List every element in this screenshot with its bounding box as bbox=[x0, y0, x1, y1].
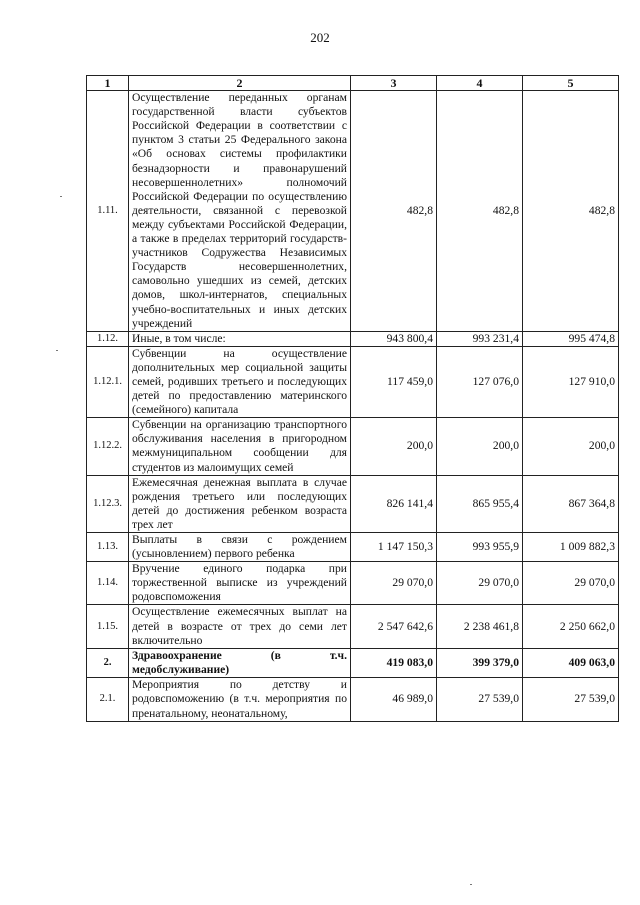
table-row bbox=[87, 562, 619, 605]
row-value-col5: 409 063,0 bbox=[523, 648, 619, 677]
row-value-col4: 2 238 461,8 bbox=[437, 605, 523, 648]
table-row bbox=[87, 91, 619, 332]
header-col-5: 5 bbox=[523, 76, 619, 91]
row-value-col5: 29 070,0 bbox=[523, 562, 619, 605]
row-value-col5: 1 009 882,3 bbox=[523, 533, 619, 562]
row-value-col5: 482,8 bbox=[523, 91, 619, 332]
row-value-col4: 200,0 bbox=[437, 418, 523, 475]
budget-table bbox=[86, 75, 619, 722]
row-description: Ежемесячная денежная выплата в случае рождения третьего или последующих детей до достижения ребенком возраста трех лет bbox=[129, 475, 351, 532]
table-row-section bbox=[87, 648, 619, 677]
header-col-4: 4 bbox=[437, 76, 523, 91]
row-value-col3: 943 800,4 bbox=[351, 331, 437, 346]
row-code: 2.1. bbox=[87, 677, 129, 721]
row-description: Осуществление переданных органам государственной власти субъектов Российской Федерации в соответствии с пунктом 3 статьи 25 Федерального закона «Об основах системы профилактики безнадзорности и правонарушений несовершеннолетних» полномочий Российской Федерации по осуществлению деятельности, связанной с перевозкой между субъектами Российской Федерации, а также в пределах территорий государств-участников Содружества Независимых Государств несовершеннолетних, самовольно ушедших из семей, детских домов, школ-интернатов, специальных учебно-воспитательных и иных детских учреждений bbox=[129, 91, 351, 332]
row-value-col4: 29 070,0 bbox=[437, 562, 523, 605]
table-row bbox=[87, 346, 619, 417]
row-description: Выплаты в связи с рождением (усыновлением) первого ребенка bbox=[129, 533, 351, 562]
row-value-col3: 826 141,4 bbox=[351, 475, 437, 532]
row-code: 1.12.3. bbox=[87, 475, 129, 532]
table-row bbox=[87, 331, 619, 346]
table-row bbox=[87, 605, 619, 648]
row-value-col4: 127 076,0 bbox=[437, 346, 523, 417]
row-value-col4: 27 539,0 bbox=[437, 677, 523, 721]
row-description: Мероприятия по детству и родовспоможению (в т.ч. мероприятия по пренатальному, неонатальному, bbox=[129, 677, 351, 721]
row-description: Здравоохранение (в т.ч. медобслуживание) bbox=[129, 648, 351, 677]
row-value-col3: 419 083,0 bbox=[351, 648, 437, 677]
header-col-2: 2 bbox=[129, 76, 351, 91]
row-code: 1.15. bbox=[87, 605, 129, 648]
row-value-col3: 117 459,0 bbox=[351, 346, 437, 417]
row-description: Иные, в том числе: bbox=[129, 331, 351, 346]
row-code: 2. bbox=[87, 648, 129, 677]
row-description: Вручение единого подарка при торжественной выписке из учреждений родовспоможения bbox=[129, 562, 351, 605]
row-value-col4: 993 955,9 bbox=[437, 533, 523, 562]
row-description: Осуществление ежемесячных выплат на детей в возрасте от трех до семи лет включительно bbox=[129, 605, 351, 648]
row-code: 1.12.2. bbox=[87, 418, 129, 475]
row-value-col4: 865 955,4 bbox=[437, 475, 523, 532]
scan-speck bbox=[470, 884, 472, 885]
row-value-col4: 993 231,4 bbox=[437, 331, 523, 346]
row-value-col4: 482,8 bbox=[437, 91, 523, 332]
row-value-col3: 482,8 bbox=[351, 91, 437, 332]
scan-speck bbox=[60, 196, 62, 197]
row-value-col5: 127 910,0 bbox=[523, 346, 619, 417]
row-value-col5: 867 364,8 bbox=[523, 475, 619, 532]
row-value-col3: 1 147 150,3 bbox=[351, 533, 437, 562]
row-description: Субвенции на организацию транспортного обслуживания населения в пригородном межмуниципальном сообщении для студентов из малоимущих семей bbox=[129, 418, 351, 475]
row-code: 1.12.1. bbox=[87, 346, 129, 417]
row-value-col3: 200,0 bbox=[351, 418, 437, 475]
row-value-col5: 2 250 662,0 bbox=[523, 605, 619, 648]
table-row bbox=[87, 475, 619, 532]
row-code: 1.14. bbox=[87, 562, 129, 605]
row-code: 1.12. bbox=[87, 331, 129, 346]
row-value-col5: 995 474,8 bbox=[523, 331, 619, 346]
table-row bbox=[87, 418, 619, 475]
row-value-col3: 46 989,0 bbox=[351, 677, 437, 721]
header-col-3: 3 bbox=[351, 76, 437, 91]
row-value-col4: 399 379,0 bbox=[437, 648, 523, 677]
table-header-row bbox=[87, 76, 619, 91]
row-value-col5: 200,0 bbox=[523, 418, 619, 475]
row-value-col3: 2 547 642,6 bbox=[351, 605, 437, 648]
row-code: 1.11. bbox=[87, 91, 129, 332]
scan-speck bbox=[56, 350, 58, 351]
row-value-col5: 27 539,0 bbox=[523, 677, 619, 721]
page-number: 202 bbox=[310, 30, 330, 45]
table-row bbox=[87, 533, 619, 562]
row-description: Субвенции на осуществление дополнительных мер социальной защиты семей, родивших третьего и последующих детей по предоставлению материнского (семейного) капитала bbox=[129, 346, 351, 417]
table-row bbox=[87, 677, 619, 721]
row-code: 1.13. bbox=[87, 533, 129, 562]
row-value-col3: 29 070,0 bbox=[351, 562, 437, 605]
header-col-1: 1 bbox=[87, 76, 129, 91]
